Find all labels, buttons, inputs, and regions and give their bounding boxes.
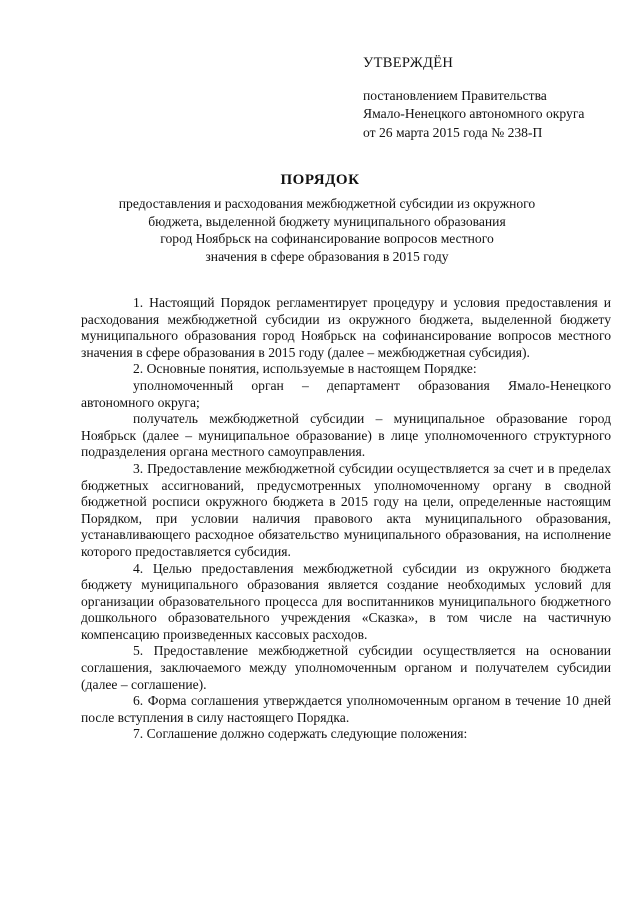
subtitle-line-2: бюджета, выделенной бюджету муниципального образования xyxy=(148,213,506,229)
document-body xyxy=(81,295,611,743)
document-title: ПОРЯДОК xyxy=(280,172,360,188)
approval-heading: УТВЕРЖДЁН xyxy=(363,55,454,71)
paragraph-1: 1. Настоящий Порядок регламентирует процедуру и условия предоставления и расходования межбюджетной субсидии из окружного бюджета, выделенной бюджету муниципального образования город Ноябрьск на софинансирование вопросов местного значения в сфере образования в 2015 году (далее – межбюджетная субсидия). xyxy=(81,295,611,360)
approval-block xyxy=(363,54,633,142)
subtitle-line-4: значения в сфере образования в 2015 году xyxy=(205,248,449,264)
approval-line-1: постановлением Правительства xyxy=(363,87,547,103)
document-subtitle xyxy=(100,195,554,265)
paragraph-5: 5. Предоставление межбюджетной субсидии осуществляется на основании соглашения, заключаемого между уполномоченным органом и получателем субсидии (далее – соглашение). xyxy=(81,643,611,692)
paragraph-6: 6. Форма соглашения утверждается уполномоченным органом в течение 10 дней после вступления в силу настоящего Порядка. xyxy=(81,693,611,725)
paragraph-3: 3. Предоставление межбюджетной субсидии осуществляется за счет и в пределах бюджетных ассигнований, предусмотренных уполномоченному органу в сводной бюджетной росписи окружного бюджета в 2015 году на цели, определенные настоящим Порядком, при условии наличия правового акта муниципального образования, устанавливающего расходное обязательство муниципального образования, на исполнение которого предоставляется субсидия. xyxy=(81,460,611,559)
paragraph-2-term-1: уполномоченный орган – департамент образования Ямало-Ненецкого автономного округа; xyxy=(81,377,611,410)
paragraph-7: 7. Соглашение должно содержать следующие положения: xyxy=(133,726,468,742)
approval-line-2: Ямало-Ненецкого автономного округа xyxy=(363,106,585,121)
approval-line-3: от 26 марта 2015 года № 238-П xyxy=(363,124,543,140)
paragraph-2-term-2: получатель межбюджетной субсидии – муниципальное образование город Ноябрьск (далее – муниципальное образование) в лице уполномоченного структурного подразделения органа местного самоуправления. xyxy=(81,411,611,460)
subtitle-line-1: предоставления и расходования межбюджетной субсидии из окружного xyxy=(118,196,536,211)
paragraph-4: 4. Целью предоставления межбюджетной субсидии из окружного бюджета бюджету муниципального образования является создание необходимых условий для организации образовательного процесса для воспитанников муниципального бюджетного дошкольного образовательного учреждения «Сказка», в том числе на частичную компенсацию произведенных кассовых расходов. xyxy=(81,560,611,642)
paragraph-2: 2. Основные понятия, используемые в настоящем Порядке: xyxy=(133,361,477,377)
subtitle-line-3: город Ноябрьск на софинансирование вопросов местного xyxy=(160,231,494,246)
